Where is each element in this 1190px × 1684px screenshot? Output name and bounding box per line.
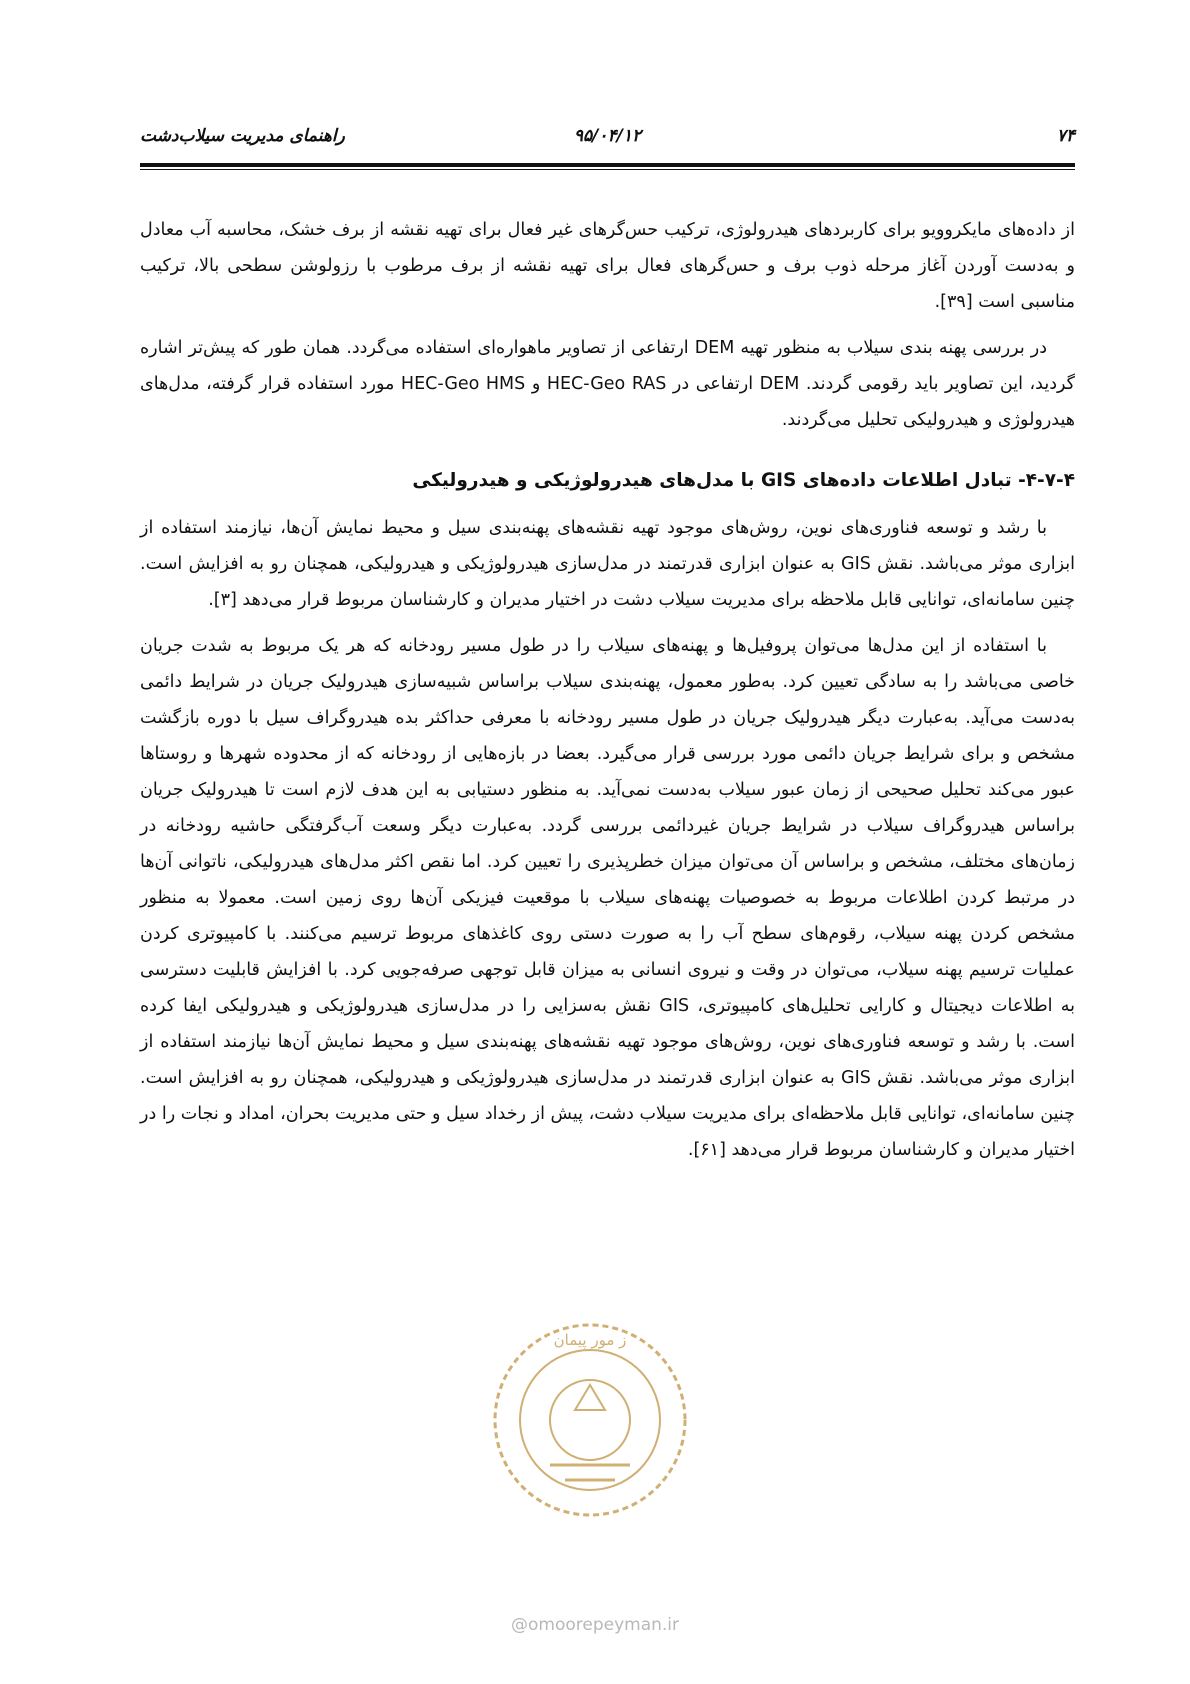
svg-text:ز مور پیمان: ز مور پیمان bbox=[553, 1331, 627, 1349]
document-body bbox=[140, 212, 1075, 1178]
seal-logo bbox=[480, 1315, 700, 1525]
body-paragraph: در بررسی پهنه بندی سیلاب به منظور تهیه DEM ارتفاعی از تصاویر ماهواره‌ای استفاده می‌گردد. همان طور که پیش‌تر اشاره گردید، این تصاویر باید رقومی گردند. DEM ارتفاعی در HEC-Geo RAS و HEC-Geo HMS مورد استفاده قرار گرفته، مدل‌های هیدرولوژی و هیدرولیکی تحلیل می‌گردند. bbox=[140, 338, 1076, 430]
body-paragraph: با استفاده از این مدل‌ها می‌توان پروفیل‌ها و پهنه‌های سیلاب را در طول مسیر رودخانه که هر یک مربوط به شدت جریان خاصی می‌باشد را به سادگی تعیین کرد. به‌طور معمول، پهنه‌بندی سیلاب براساس شبیه‌سازی هیدرولیک جریان در شرایط دائمی به‌دست می‌آید. به‌عبارت دیگر هیدرولیک جریان در طول مسیر رودخانه با معرفی حداکثر بده هیدروگراف سیل با دوره بازگشت مشخص و برای شرایط جریان دائمی مورد بررسی قرار می‌گیرد. بعضا در بازه‌هایی از رودخانه که از محدوده شهرها و روستاها عبور می‌کند تحلیل صحیحی از زمان عبور سیلاب به‌دست نمی‌آید. به منظور دستیابی به این هدف لازم است تا هیدرولیک جریان براساس هیدروگراف سیلاب در شرایط جریان غیردائمی بررسی گردد. به‌عبارت دیگر وسعت آب‌گرفتگی حاشیه رودخانه در زمان‌های مختلف، مشخص و براساس آن می‌توان میزان خطرپذیری را تعیین کرد. اما نقص اکثر مدل‌های هیدرولیکی، ناتوانی آن‌ها در مرتبط کردن اطلاعات مربوط به خصوصیات پهنه‌های سیلاب با موقعیت فیزیکی آن‌ها روی زمین است. معمولا به منظور مشخص کردن پهنه سیلاب، رقوم‌های سطح آب را به صورت دستی روی کاغذهای مربوط ترسیم می‌کنند. با کامپیوتری کردن عملیات ترسیم پهنه سیلاب، می‌توان در وقت و نیروی انسانی به میزان قابل توجهی صرفه‌جویی کرد. با افزایش قابلیت دسترسی به اطلاعات دیجیتال و کارایی تحلیل‌های کامپیوتری، GIS نقش به‌سزایی را در مدل‌سازی هیدرولوژیکی و هیدرولیکی ایفا کرده است. با رشد و توسعه فناوری‌های نوین، روش‌های موجود تهیه نقشه‌های پهنه‌بندی سیل و محیط نمایش آن‌ها نیازمند استفاده از ابزاری موثر می‌باشد. نقش GIS به عنوان ابزاری قدرتمند در مدل‌سازی هیدرولوژیکی و هیدرولیکی، همچنان رو به افزایش است. چنین سامانه‌ای، توانایی قابل ملاحظه‌ای برای مدیریت سیلاب دشت، پیش از رخداد سیل و حتی مدیریت بحران، امداد و نجات را در اختیار مدیران و کارشناسان مربوط قرار می‌دهد [۶۱]. bbox=[140, 636, 1076, 1160]
header-rule-thick bbox=[140, 163, 1075, 167]
body-paragraph: از داده‌های مایکروویو برای کاربردهای هیدرولوژی، ترکیب حس‌گرهای غیر فعال برای تهیه نقشه از برف خشک، محاسبه آب معادل و به‌دست آوردن آغاز مرحله ذوب برف و حس‌گرهای فعال برای تهیه نقشه از برف مرطوب با رزولوشن سطحی بالا، ترکیب مناسبی است [۳۹]. bbox=[140, 220, 1075, 312]
header-rule-thin bbox=[140, 169, 1075, 170]
body-paragraph: با رشد و توسعه فناوری‌های نوین، روش‌های موجود تهیه نقشه‌های پهنه‌بندی سیل و محیط نمایش آن‌ها، نیازمند استفاده از ابزاری موثر می‌باشد. نقش GIS به عنوان ابزاری قدرتمند در مدل‌سازی هیدرولوژیکی و هیدرولیکی، همچنان رو به افزایش است. چنین سامانه‌ای، توانایی قابل ملاحظه برای مدیریت سیلاب دشت در اختیار مدیران و کارشناسان مربوط قرار می‌دهد [۳]. bbox=[140, 518, 1076, 610]
section-heading: ۴-۷-۴- تبادل اطلاعات داده‌های GIS با مدل‌های هیدرولوژیکی و هیدرولیکی bbox=[412, 470, 1075, 491]
page-number: ۷۴ bbox=[1056, 126, 1075, 146]
watermark-url: @omoorepeyman.ir bbox=[510, 1615, 680, 1635]
header-title: راهنمای مدیریت سیلاب‌دشت bbox=[140, 126, 345, 146]
page-header bbox=[140, 126, 1075, 152]
header-date: ۹۵/۰۴/۱۲ bbox=[573, 126, 642, 146]
